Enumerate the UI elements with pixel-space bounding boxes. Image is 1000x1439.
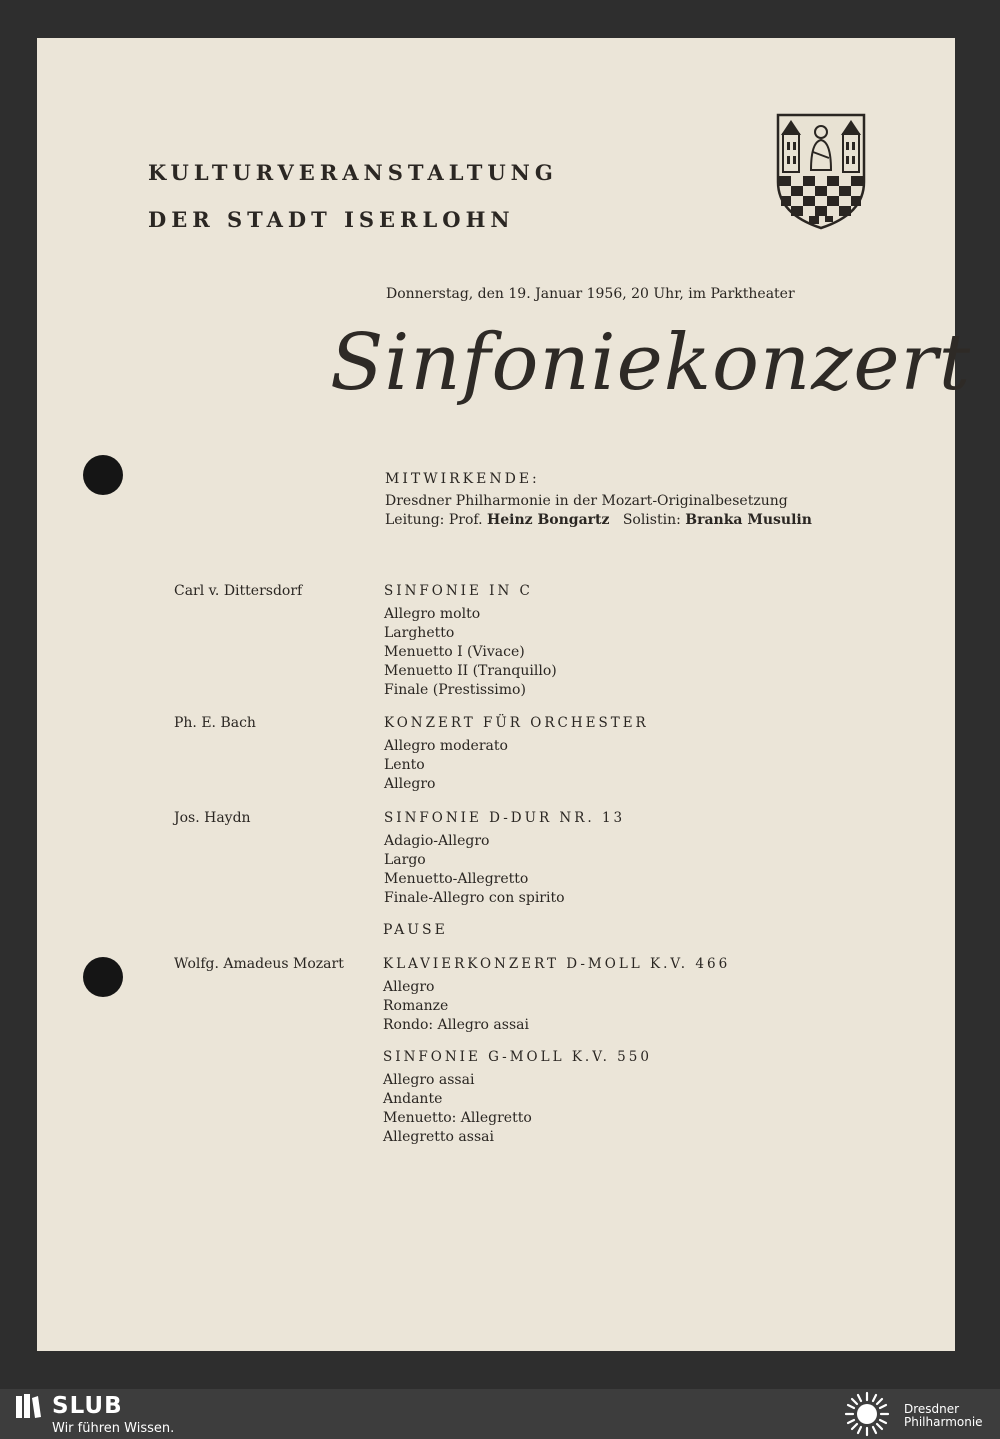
- movement: Menuetto II (Tranquillo): [384, 663, 557, 679]
- composer-name: Wolfg. Amadeus Mozart: [174, 956, 344, 972]
- work-title: KONZERT FÜR ORCHESTER: [384, 715, 649, 731]
- work-block: [384, 810, 625, 908]
- movement: Larghetto: [384, 625, 455, 641]
- movement: Lento: [384, 757, 425, 773]
- work-block: [383, 1049, 652, 1147]
- ensemble-line: Dresdner Philharmonie in der Mozart-Originalbesetzung: [385, 493, 788, 509]
- movement: Allegro moderato: [384, 738, 508, 754]
- direction-line: [385, 512, 812, 528]
- organizer-line-1: KULTURVERANSTALTUNG: [148, 160, 558, 185]
- movement: Allegro: [384, 776, 436, 792]
- composer-name: Carl v. Dittersdorf: [174, 583, 303, 599]
- punch-hole: [83, 957, 123, 997]
- direction-label: Leitung: Prof.: [385, 512, 483, 528]
- work-title: SINFONIE IN C: [384, 583, 533, 599]
- organizer-line-2: DER STADT ISERLOHN: [148, 207, 515, 232]
- slub-logo-icon[interactable]: [14, 1392, 42, 1420]
- movement: Allegro: [383, 979, 435, 995]
- punch-hole: [83, 455, 123, 495]
- library-tagline: Wir führen Wissen.: [52, 1421, 175, 1436]
- soloist-name: Branka Musulin: [685, 512, 812, 528]
- movement: Menuetto: Allegretto: [383, 1110, 532, 1126]
- movement: Finale (Prestissimo): [384, 682, 526, 698]
- partner-name[interactable]: [904, 1403, 983, 1429]
- movement: Rondo: Allegro assai: [383, 1017, 529, 1033]
- work-block: [383, 956, 730, 1035]
- partner-name-line-1: Dresdner: [904, 1402, 960, 1416]
- work-title: SINFONIE D-DUR NR. 13: [384, 810, 626, 826]
- movement: Menuetto-Allegretto: [384, 871, 529, 887]
- composer-name: Ph. E. Bach: [174, 715, 256, 731]
- movement: Romanze: [383, 998, 449, 1014]
- conductor-name: Heinz Bongartz: [486, 512, 610, 528]
- movement: Largo: [384, 852, 426, 868]
- movement: Allegretto assai: [383, 1129, 494, 1145]
- concert-title: Sinfoniekonzert: [330, 318, 972, 408]
- city-crest-icon: [775, 112, 867, 230]
- work-title: SINFONIE G-MOLL K.V. 550: [383, 1049, 652, 1065]
- partner-name-line-2: Philharmonie: [904, 1415, 983, 1429]
- movement: Allegro molto: [384, 606, 481, 622]
- participants-heading: MITWIRKENDE:: [385, 471, 540, 487]
- movement: Adagio-Allegro: [384, 833, 490, 849]
- dresdner-philharmonie-logo-icon[interactable]: [844, 1391, 890, 1437]
- movement: Andante: [383, 1091, 443, 1107]
- work-block: [384, 583, 557, 700]
- movement: Allegro assai: [383, 1072, 475, 1088]
- composer-name: Jos. Haydn: [174, 810, 251, 826]
- pause-label: PAUSE: [383, 922, 448, 938]
- event-dateline: Donnerstag, den 19. Januar 1956, 20 Uhr, im Parktheater: [386, 286, 795, 302]
- work-block: [384, 715, 649, 794]
- library-name[interactable]: SLUB: [52, 1393, 123, 1419]
- movement: Menuetto I (Vivace): [384, 644, 525, 660]
- footer-bar: [0, 1389, 1000, 1439]
- soloist-label: Solistin:: [622, 512, 681, 528]
- work-title: KLAVIERKONZERT D-MOLL K.V. 466: [383, 956, 731, 972]
- movement: Finale-Allegro con spirito: [384, 890, 565, 906]
